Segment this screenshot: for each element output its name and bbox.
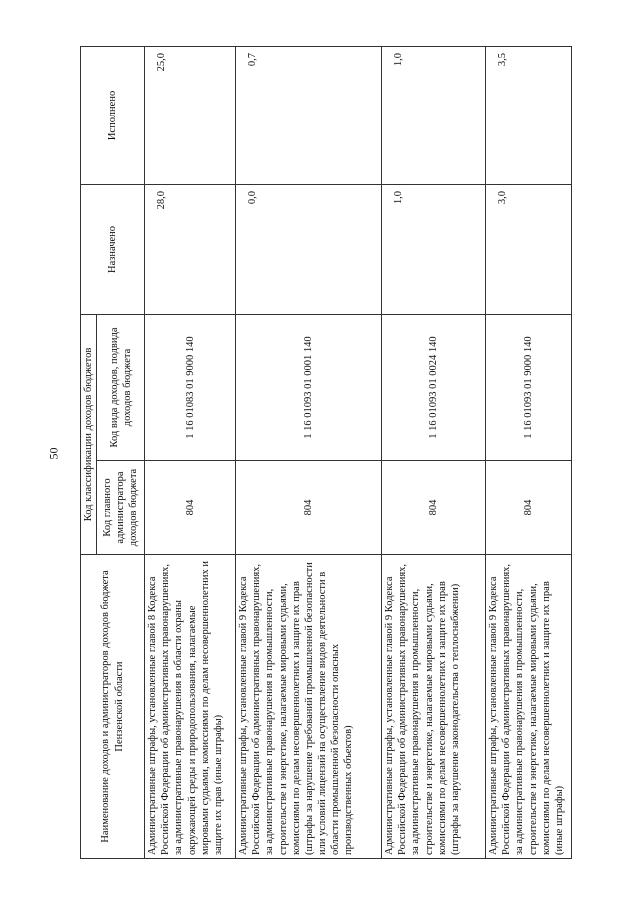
table-row [486,46,572,858]
header-executed: Исполнено [81,46,145,184]
row-admin-code: 804 [486,461,572,555]
table-row [236,46,382,858]
row-executed: 0,7 [236,46,382,184]
row-assigned: 0,0 [236,184,382,314]
header-classification: Код классификации доходов бюджетов [81,314,97,554]
row-income-code: 1 16 01093 01 0024 140 [382,314,486,460]
row-assigned: 3,0 [486,184,572,314]
row-assigned: 28,0 [145,184,236,314]
header-admin-code: Код главного администратора доходов бюджета [97,461,145,555]
table-frame [80,47,569,859]
header-assigned: Назначено [81,184,145,314]
header-income-code: Код вида доходов, подвида доходов бюджета [97,314,145,460]
row-income-code: 1 16 01083 01 9000 140 [145,314,236,460]
row-name: Административные штрафы, установленные главой 8 Кодекса Российской Федерации об административных правонарушениях, за административные правонарушения в области охраны окружающей среды и природопользования, налагаемые мировыми судьями, комиссиями по делам несовершеннолетних и защите их прав (иные штрафы) [145,555,236,859]
row-name: Административные штрафы, установленные главой 9 Кодекса Российской Федерации об административных правонарушениях, за административные правонарушения в промышленности, строительстве и энергетике, налагаемые мировыми судьями, комиссиями по делам несовершеннолетних и защите их прав (штрафы за нарушение законодательства о теплоснабжении) [382,555,486,859]
row-admin-code: 804 [145,461,236,555]
row-name: Административные штрафы, установленные главой 9 Кодекса Российской Федерации об административных правонарушениях, за административные правонарушения в промышленности, строительстве и энергетике, налагаемые мировыми судьями, комиссиями по делам несовершеннолетних и защите их прав (иные штрафы) [486,555,572,859]
row-executed: 1,0 [382,46,486,184]
row-assigned: 1,0 [382,184,486,314]
row-admin-code: 804 [382,461,486,555]
row-income-code: 1 16 01093 01 0001 140 [236,314,382,460]
row-executed: 25,0 [145,46,236,184]
row-admin-code: 804 [236,461,382,555]
page-number: 50 [46,447,61,460]
row-executed: 3,5 [486,46,572,184]
row-income-code: 1 16 01093 01 9000 140 [486,314,572,460]
row-name: Административные штрафы, установленные главой 9 Кодекса Российской Федерации об административных правонарушениях, за административные правонарушения в промышленности, строительстве и энергетике, налагаемые мировыми судьями, комиссиями по делам несовершеннолетних и защите их прав (штрафы за нарушение требований промышленной безопасности или условий лицензий на осуществление видов деятельности в области промышленной безопасности опасных производственных объектов) [236,555,382,859]
budget-income-table [80,46,572,859]
header-name: Наименование доходов и администраторов доходов бюджета Пензенской области [81,555,145,859]
table-row [382,46,486,858]
table-row [145,46,236,858]
